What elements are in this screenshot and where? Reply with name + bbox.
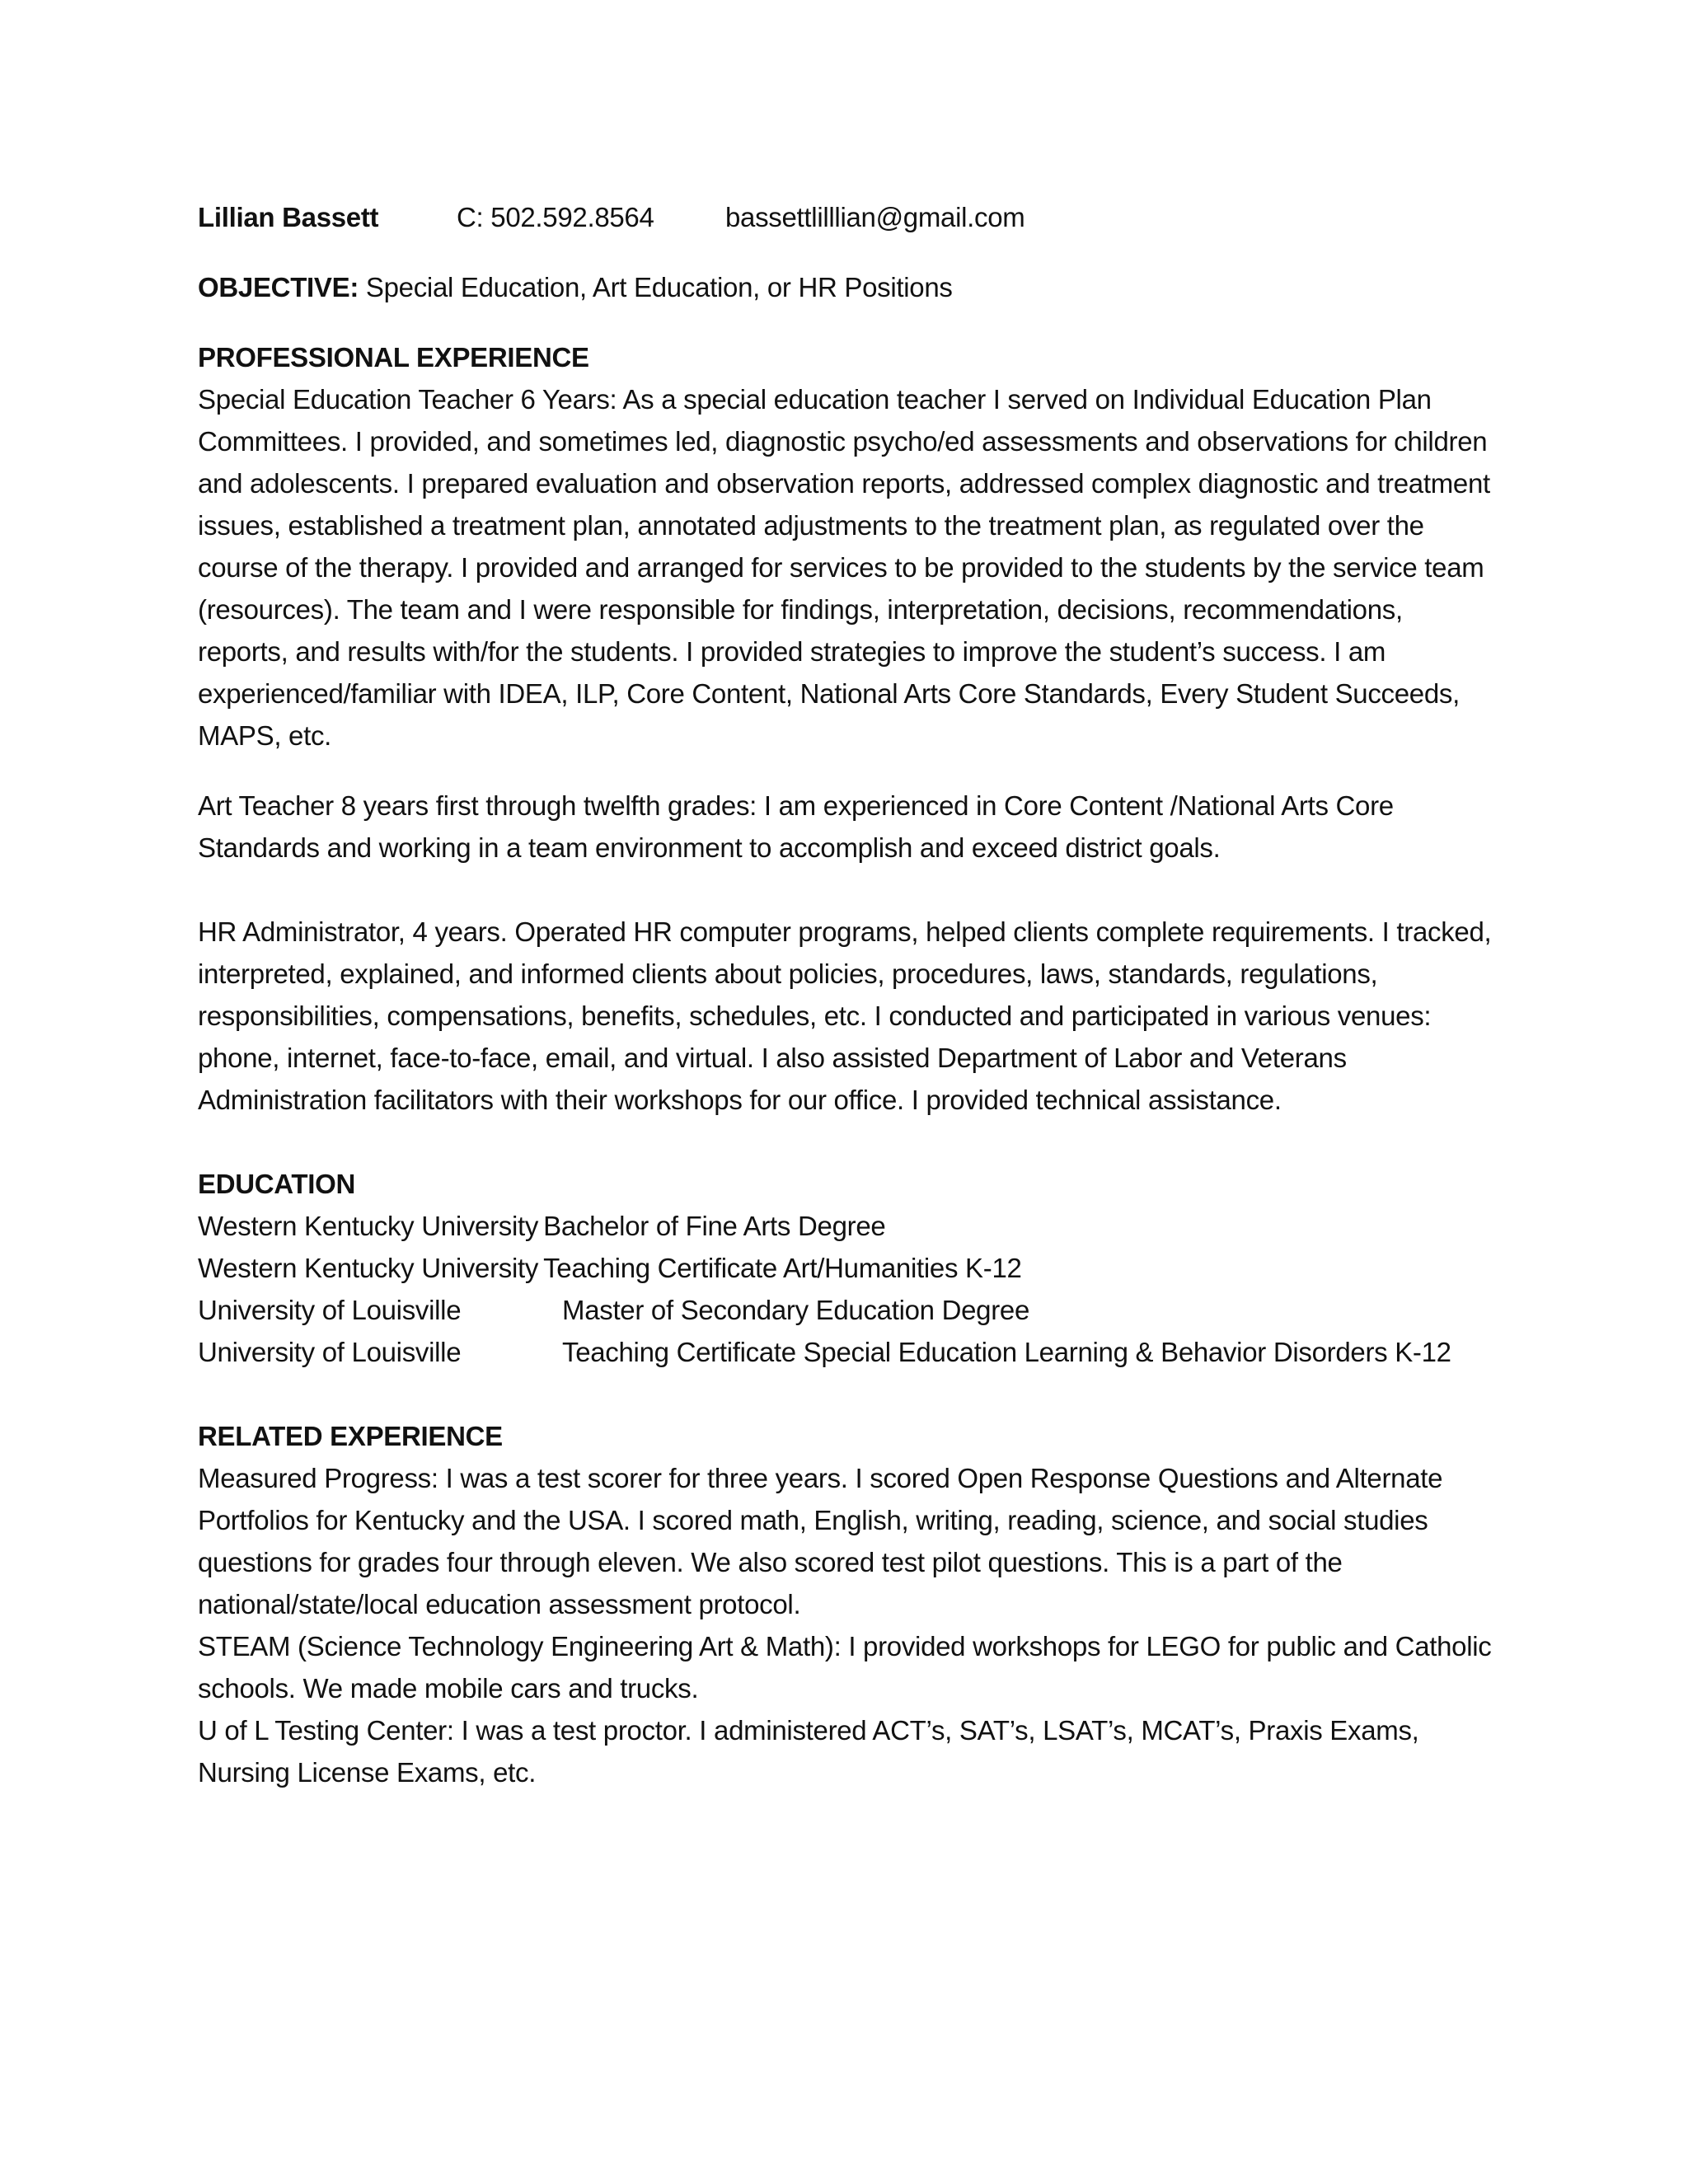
professional-experience-heading: PROFESSIONAL EXPERIENCE (198, 342, 589, 373)
related-experience-heading: RELATED EXPERIENCE (198, 1421, 503, 1451)
applicant-name: Lillian Bassett (198, 202, 379, 232)
education-credential: Bachelor of Fine Arts Degree (543, 1211, 886, 1241)
education-row (198, 1289, 1500, 1331)
experience-special-education: Special Education Teacher 6 Years: As a special education teacher I served on Individual Education Plan Committees. I provided, and sometimes led, diagnostic psycho/ed assessments and observations for children and adolescents. I prepared evaluation and observation reports, addressed complex diagnostic and treatment issues, established a treatment plan, annotated adjustments to the treatment plan, as regulated over the course of the therapy. I provided and arranged for services to be provided to the students by the service team (resources). The team and I were responsible for findings, interpretation, decisions, recommendations, reports, and results with/for the students. I provided strategies to improve the student’s success. I am experienced/familiar with IDEA, ILP, Core Content, National Arts Core Standards, Every Student Succeeds, MAPS, etc. (198, 384, 1490, 751)
experience-hr-administrator: HR Administrator, 4 years. Operated HR computer programs, helped clients complete requirements. I tracked, interpreted, explained, and informed clients about policies, procedures, laws, standards, regulations, responsibilities, compensations, benefits, schedules, etc. I conducted and participated in various venues: phone, internet, face-to-face, email, and virtual. I also assisted Department of Labor and Veterans Administration facilitators with their workshops for our office. I provided technical assistance. (198, 916, 1492, 1115)
phone-number: C: 502.592.8564 (457, 202, 654, 232)
education-credential: Master of Secondary Education Degree (562, 1295, 1030, 1325)
related-testing-center: U of L Testing Center: I was a test proctor. I administered ACT’s, SAT’s, LSAT’s, MCAT’s, Praxis Exams, Nursing License Exams, etc. (198, 1715, 1419, 1788)
objective-text: Special Education, Art Education, or HR Positions (359, 272, 953, 302)
education-row (198, 1331, 1500, 1373)
related-steam: STEAM (Science Technology Engineering Art & Math): I provided workshops for LEGO for public and Catholic schools. We made mobile cars and trucks. (198, 1631, 1492, 1704)
education-school: University of Louisville (198, 1337, 462, 1367)
contact-header (198, 196, 1500, 238)
education-school: Western Kentucky University (198, 1253, 539, 1283)
objective-label: OBJECTIVE: (198, 272, 359, 302)
resume-content (198, 196, 1500, 1793)
education-row (198, 1205, 1500, 1247)
education-school: University of Louisville (198, 1295, 462, 1325)
education-row (198, 1247, 1500, 1289)
education-credential: Teaching Certificate Art/Humanities K-12 (543, 1253, 1022, 1283)
objective-line (198, 266, 1500, 308)
experience-art-teacher: Art Teacher 8 years first through twelfth grades: I am experienced in Core Content /National Arts Core Standards and working in a team environment to accomplish and exceed district goals. (198, 790, 1394, 863)
education-credential: Teaching Certificate Special Education Learning & Behavior Disorders K-12 (562, 1337, 1451, 1367)
education-school: Western Kentucky University (198, 1211, 539, 1241)
email-address: bassettlilllian@gmail.com (725, 202, 1025, 232)
related-measured-progress: Measured Progress: I was a test scorer for three years. I scored Open Response Questions and Alternate Portfolios for Kentucky and the USA. I scored math, English, writing, reading, science, and social studies questions for grades four through eleven. We also scored test pilot questions. This is a part of the national/state/local education assessment protocol. (198, 1463, 1443, 1619)
education-heading: EDUCATION (198, 1169, 356, 1199)
